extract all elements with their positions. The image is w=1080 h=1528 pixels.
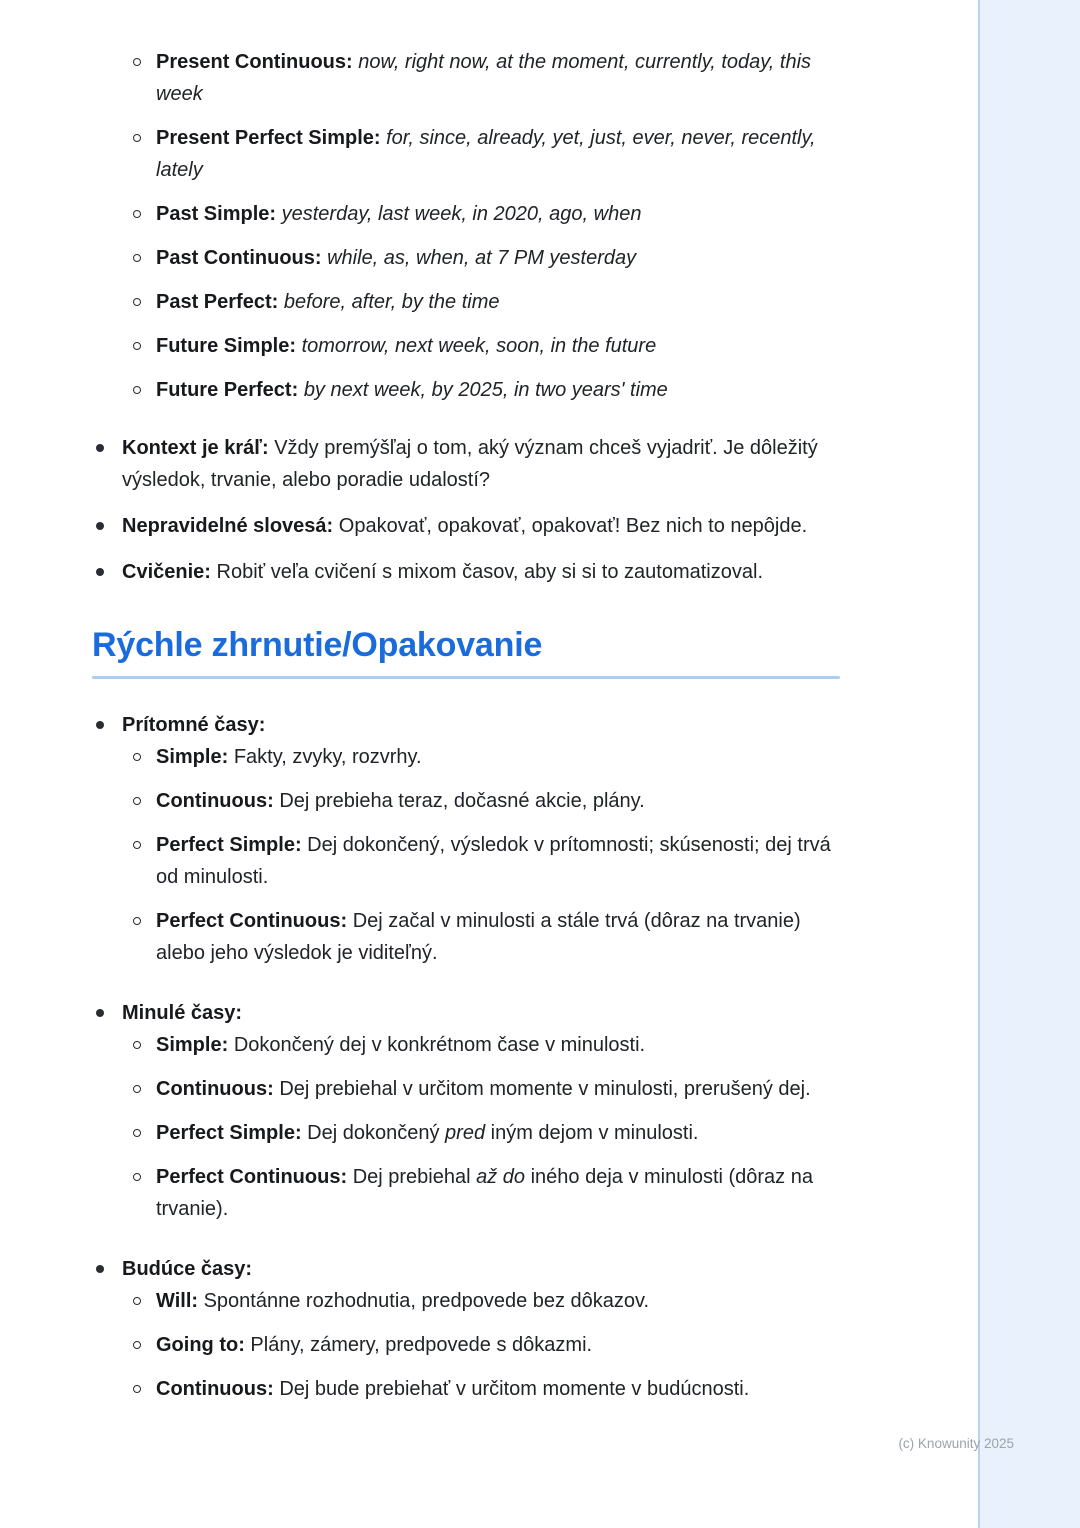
term-examples: tomorrow, next week, soon, in the future (301, 335, 657, 357)
term-label: Future Perfect: (156, 379, 299, 401)
list-item (92, 556, 840, 588)
term-examples: while, as, when, at 7 PM yesterday (327, 247, 637, 269)
note-content (92, 0, 840, 1417)
list-item (133, 741, 840, 773)
list-item (133, 286, 840, 318)
disc-bullet-icon (96, 1265, 104, 1273)
list-item (133, 1029, 840, 1061)
term-text: iného deja v minulosti (dôraz na trvanie). (156, 1166, 813, 1220)
term-label: Past Simple: (156, 203, 277, 225)
heading-divider (92, 676, 840, 679)
disc-bullet-icon (96, 568, 104, 576)
disc-bullet-icon (96, 522, 104, 530)
group-items (133, 1029, 840, 1225)
term-text: Dej prebiehal v určitom momente v minulosti, prerušený dej. (279, 1078, 811, 1100)
circle-bullet-icon (133, 1041, 141, 1049)
circle-bullet-icon (133, 917, 141, 925)
term-examples: before, after, by the time (283, 291, 500, 313)
section-heading: Rýchle zhrnutie/Opakovanie (92, 626, 543, 664)
circle-bullet-icon (133, 134, 141, 142)
term-text: Dej začal v minulosti a stále trvá (dôraz na trvanie) alebo jeho výsledok je viditeľný. (156, 910, 801, 964)
disc-bullet-icon (96, 444, 104, 452)
signal-words-list (133, 46, 840, 406)
term-text: Dej prebieha teraz, dočasné akcie, plány. (279, 790, 645, 812)
list-item (133, 1161, 840, 1225)
tip-text: Robiť veľa cvičení s mixom časov, aby si si to zautomatizoval. (216, 561, 763, 583)
term-examples: yesterday, last week, in 2020, ago, when (281, 203, 642, 225)
tip-text: Opakovať, opakovať, opakovať! Bez nich to nepôjde. (338, 515, 808, 537)
list-item (133, 330, 840, 362)
group-label: Minulé časy: (122, 1002, 243, 1024)
term-text: Dej prebiehal (352, 1166, 477, 1188)
summary-groups (92, 709, 840, 1417)
term-label: Continuous: (156, 1378, 274, 1400)
list-item (133, 1073, 840, 1105)
circle-bullet-icon (133, 58, 141, 66)
disc-bullet-icon (96, 1009, 104, 1017)
circle-bullet-icon (133, 386, 141, 394)
circle-bullet-icon (133, 210, 141, 218)
tip-label: Kontext je kráľ: (122, 437, 269, 459)
term-text: iným dejom v minulosti. (485, 1122, 699, 1144)
term-text-emphasis: až do (476, 1166, 526, 1188)
list-item (133, 905, 840, 969)
term-label: Present Perfect Simple: (156, 127, 381, 149)
term-text: Dej dokončený, výsledok v prítomnosti; skúsenosti; dej trvá od minulosti. (156, 834, 831, 888)
term-examples: for, since, already, yet, just, ever, never, recently, lately (156, 127, 816, 181)
list-item (133, 242, 840, 274)
copyright-watermark: (c) Knowunity 2025 (898, 1436, 1014, 1451)
term-label: Perfect Continuous: (156, 910, 348, 932)
term-label: Future Simple: (156, 335, 297, 357)
term-label: Will: (156, 1290, 199, 1312)
term-text: Dokončený dej v konkrétnom čase v minulosti. (233, 1034, 646, 1056)
list-item (92, 510, 840, 542)
circle-bullet-icon (133, 1297, 141, 1305)
disc-bullet-icon (96, 721, 104, 729)
list-item (133, 198, 840, 230)
term-label: Past Continuous: (156, 247, 322, 269)
list-item (133, 829, 840, 893)
term-label: Perfect Simple: (156, 1122, 302, 1144)
list-item (133, 122, 840, 186)
list-item (133, 1285, 840, 1317)
tip-text: Vždy premýšľaj o tom, aký význam chceš vyjadriť. Je dôležitý výsledok, trvanie, alebo poradie udalostí? (122, 437, 818, 491)
term-label: Simple: (156, 1034, 229, 1056)
circle-bullet-icon (133, 797, 141, 805)
term-label: Perfect Continuous: (156, 1166, 348, 1188)
list-item (133, 1117, 840, 1149)
list-item (133, 374, 840, 406)
page-edge-strip (978, 0, 1080, 1528)
term-label: Past Perfect: (156, 291, 279, 313)
term-text: Dej bude prebiehať v určitom momente v budúcnosti. (279, 1378, 750, 1400)
term-text-emphasis: pred (445, 1122, 486, 1144)
group-label: Prítomné časy: (122, 714, 266, 736)
circle-bullet-icon (133, 254, 141, 262)
term-text: Spontánne rozhodnutia, predpovede bez dôkazov. (203, 1290, 650, 1312)
list-item (133, 1329, 840, 1361)
term-label: Continuous: (156, 790, 274, 812)
list-item (133, 1373, 840, 1405)
term-label: Simple: (156, 746, 229, 768)
summary-group (92, 997, 840, 1237)
term-text: Fakty, zvyky, rozvrhy. (233, 746, 422, 768)
circle-bullet-icon (133, 753, 141, 761)
list-item (92, 432, 840, 496)
group-label: Budúce časy: (122, 1258, 253, 1280)
term-label: Going to: (156, 1334, 245, 1356)
circle-bullet-icon (133, 1385, 141, 1393)
list-item (133, 46, 840, 110)
circle-bullet-icon (133, 1173, 141, 1181)
term-label: Perfect Simple: (156, 834, 302, 856)
circle-bullet-icon (133, 342, 141, 350)
circle-bullet-icon (133, 1129, 141, 1137)
tips-list (92, 432, 840, 588)
summary-group (92, 1253, 840, 1417)
circle-bullet-icon (133, 298, 141, 306)
term-examples: now, right now, at the moment, currently, today, this week (156, 51, 812, 105)
group-items (133, 1285, 840, 1405)
circle-bullet-icon (133, 1085, 141, 1093)
tip-label: Nepravidelné slovesá: (122, 515, 334, 537)
group-items (133, 741, 840, 969)
circle-bullet-icon (133, 841, 141, 849)
term-text: Dej dokončený (307, 1122, 446, 1144)
term-label: Present Continuous: (156, 51, 353, 73)
list-item (133, 785, 840, 817)
circle-bullet-icon (133, 1341, 141, 1349)
term-examples: by next week, by 2025, in two years' time (303, 379, 668, 401)
summary-group (92, 709, 840, 981)
term-label: Continuous: (156, 1078, 274, 1100)
term-text: Plány, zámery, predpovede s dôkazmi. (250, 1334, 593, 1356)
tip-label: Cvičenie: (122, 561, 211, 583)
